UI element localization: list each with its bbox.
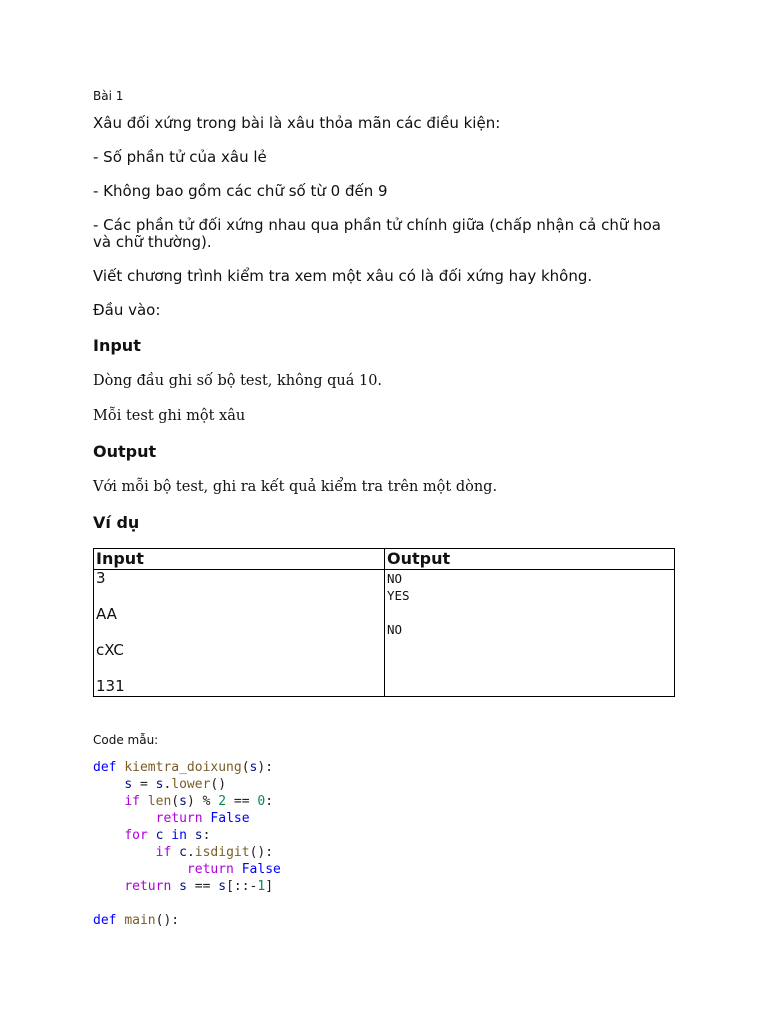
example-input-cell [94, 570, 385, 697]
code-num: 1 [257, 879, 266, 894]
input-line-2: Mỗi test ghi một xâu [93, 408, 246, 424]
code-kw: def [93, 760, 117, 775]
input-label: Đầu vào: [93, 301, 161, 319]
input-heading: Input [93, 336, 141, 355]
example-input-line: 131 [96, 677, 125, 695]
code-kw: in [171, 828, 187, 843]
code-var: s [155, 777, 164, 792]
example-output-line: NO [387, 571, 403, 586]
code-block: def kiemtra_doixung(s): s = s.lower() if len(s) % 2 == 0: return False for c in s: if c.isdigit(): return False return s == s[::-1] def main(): [93, 760, 281, 928]
input-line-1: Dòng đầu ghi số bộ test, không quá 10. [93, 373, 383, 389]
example-col-output: Output [385, 549, 675, 570]
example-input-line: AA [96, 605, 117, 623]
example-output-line [387, 604, 672, 621]
code-var: s [194, 828, 203, 843]
code-kw: False [210, 811, 250, 826]
code-var: c [155, 828, 164, 843]
example-table [93, 548, 675, 697]
code-kw: if [124, 794, 140, 809]
intro-paragraph: Xâu đối xứng trong bài là xâu thỏa mãn các điều kiện: [93, 114, 501, 132]
code-var: s [179, 879, 187, 894]
condition-3: - Các phần tử đối xứng nhau qua phần tử chính giữa (chấp nhận cả chữ hoa và chữ thường). [93, 216, 661, 251]
code-num: 2 [218, 794, 227, 809]
code-kw: False [241, 862, 281, 877]
exercise-title: Bài 1 [93, 89, 124, 103]
code-num: 0 [257, 794, 266, 809]
code-label: Code mẫu: [93, 733, 159, 747]
code-kw: for [124, 828, 148, 843]
code-fn: isdigit [194, 845, 250, 860]
code-var: s [249, 760, 258, 775]
example-output-line: NO [387, 622, 403, 637]
code-var: s [124, 777, 133, 792]
code-fn: kiemtra_doixung [124, 760, 242, 775]
condition-1: - Số phần tử của xâu lẻ [93, 148, 267, 166]
example-input-line: cXC [96, 641, 124, 659]
task-paragraph: Viết chương trình kiểm tra xem một xâu có là đối xứng hay không. [93, 267, 593, 285]
code-var: s [179, 794, 187, 809]
example-input-line: 3 [96, 569, 106, 587]
code-fn: lower [171, 777, 211, 792]
example-output-line: YES [387, 588, 410, 603]
output-line-1: Với mỗi bộ test, ghi ra kết quả kiểm tra trên một dòng. [93, 479, 498, 495]
code-fn: main [124, 913, 156, 928]
example-output-cell [385, 570, 675, 697]
code-kw: return [186, 862, 234, 877]
code-kw: def [93, 913, 117, 928]
example-heading: Ví dụ [93, 513, 140, 532]
code-kw: return [155, 811, 203, 826]
example-col-input: Input [94, 549, 385, 570]
code-kw: return [124, 879, 172, 894]
output-heading: Output [93, 442, 157, 461]
code-var: s [218, 879, 227, 894]
code-var: c [179, 845, 187, 860]
condition-2: - Không bao gồm các chữ số từ 0 đến 9 [93, 182, 388, 200]
code-kw: if [155, 845, 172, 860]
code-fn: len [147, 794, 172, 809]
